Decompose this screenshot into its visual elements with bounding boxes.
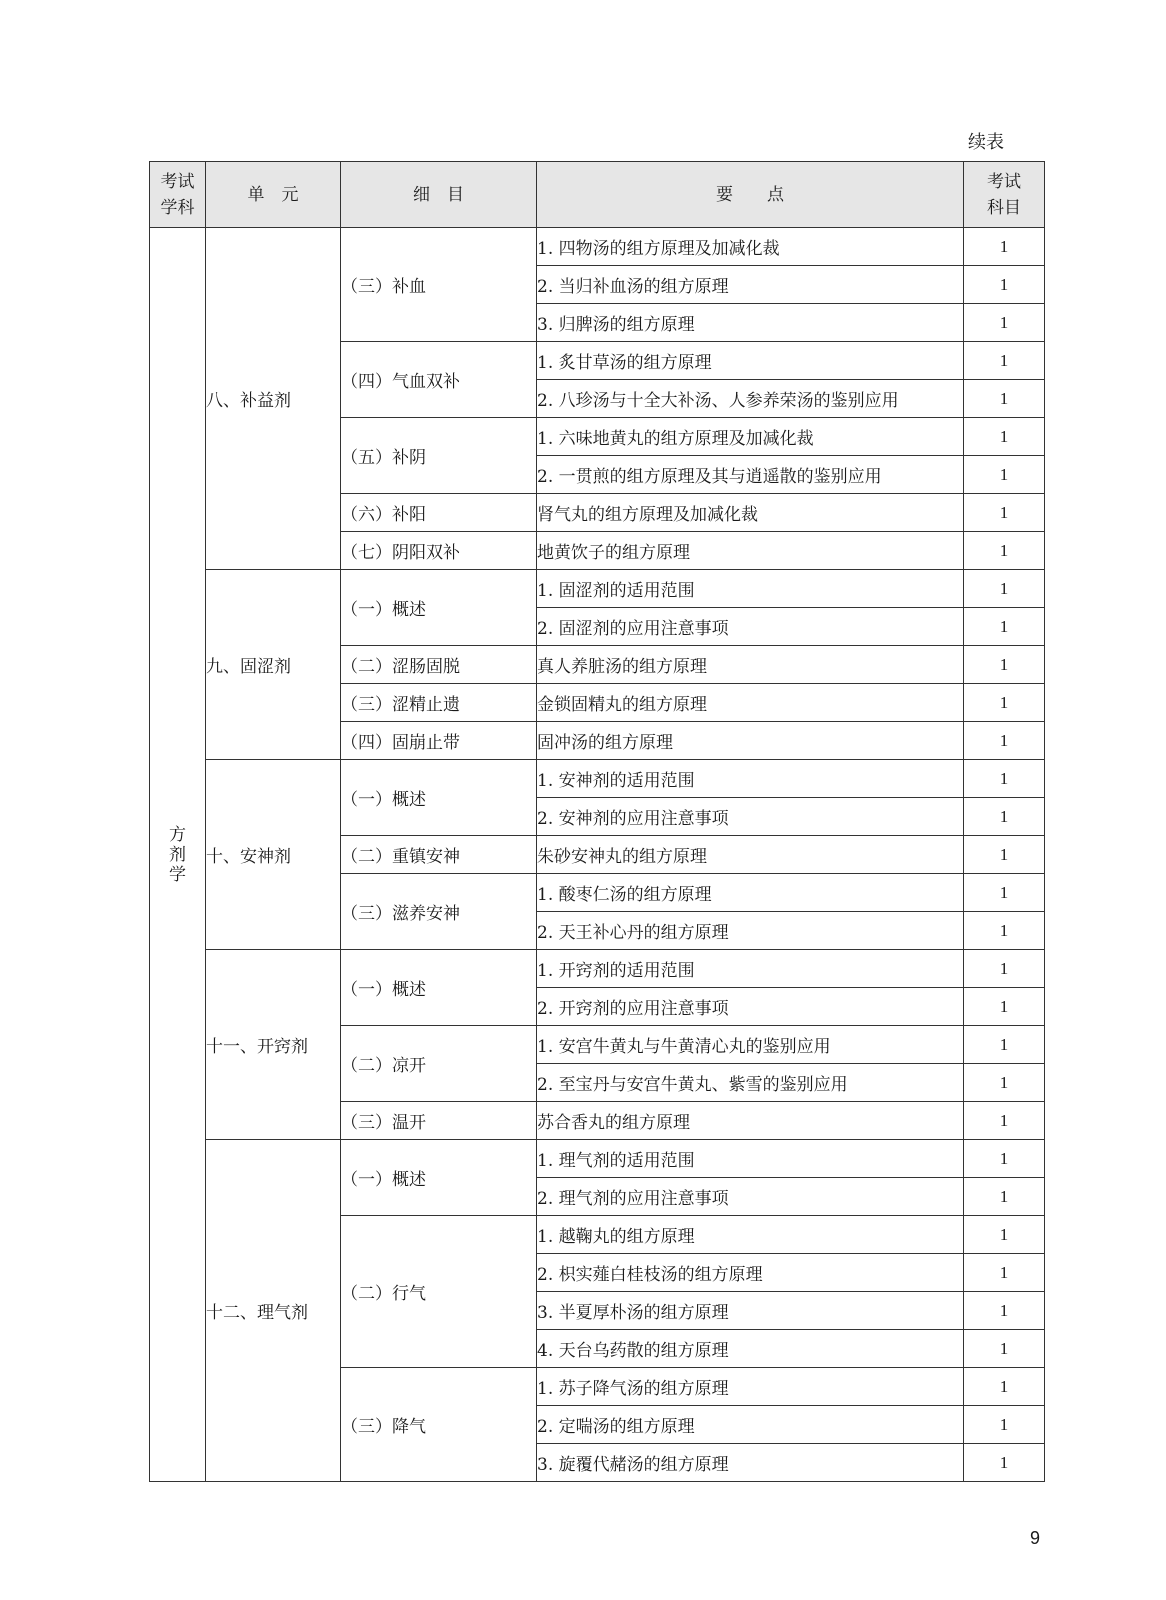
point-cell: 金锁固精丸的组方原理: [537, 684, 964, 722]
header-point: 要 点: [537, 162, 964, 228]
exam-cell: 1: [964, 836, 1045, 874]
exam-cell: 1: [964, 722, 1045, 760]
exam-cell: 1: [964, 988, 1045, 1026]
exam-cell: 1: [964, 228, 1045, 266]
exam-cell: 1: [964, 608, 1045, 646]
point-cell: 2. 八珍汤与十全大补汤、人参养荣汤的鉴别应用: [537, 380, 964, 418]
point-cell: 2. 天王补心丹的组方原理: [537, 912, 964, 950]
exam-cell: 1: [964, 456, 1045, 494]
point-cell: 1. 越鞠丸的组方原理: [537, 1216, 964, 1254]
detail-cell: （二）涩肠固脱: [341, 646, 537, 684]
table-row: [150, 228, 1045, 266]
exam-cell: 1: [964, 1330, 1045, 1368]
point-cell: 2. 固涩剂的应用注意事项: [537, 608, 964, 646]
detail-cell: （三）滋养安神: [341, 874, 537, 950]
point-cell: 1. 固涩剂的适用范围: [537, 570, 964, 608]
exam-cell: 1: [964, 646, 1045, 684]
header-subject: 考试 学科: [150, 162, 206, 228]
point-cell: 2. 安神剂的应用注意事项: [537, 798, 964, 836]
point-cell: 2. 一贯煎的组方原理及其与逍遥散的鉴别应用: [537, 456, 964, 494]
point-cell: 4. 天台乌药散的组方原理: [537, 1330, 964, 1368]
point-cell: 3. 半夏厚朴汤的组方原理: [537, 1292, 964, 1330]
point-cell: 2. 开窍剂的应用注意事项: [537, 988, 964, 1026]
detail-cell: （三）补血: [341, 228, 537, 342]
point-cell: 苏合香丸的组方原理: [537, 1102, 964, 1140]
exam-cell: 1: [964, 1216, 1045, 1254]
table-row: [150, 570, 1045, 608]
point-cell: 2. 枳实薤白桂枝汤的组方原理: [537, 1254, 964, 1292]
exam-cell: 1: [964, 494, 1045, 532]
detail-cell: （一）概述: [341, 760, 537, 836]
header-exam: 考试 科目: [964, 162, 1045, 228]
table-row: [150, 760, 1045, 798]
point-cell: 1. 四物汤的组方原理及加减化裁: [537, 228, 964, 266]
detail-cell: （一）概述: [341, 950, 537, 1026]
continued-label: 续表: [968, 132, 1004, 153]
exam-cell: 1: [964, 1178, 1045, 1216]
exam-outline-table: [149, 161, 1045, 1482]
unit-cell: 八、补益剂: [206, 228, 341, 570]
table-header-row: [150, 162, 1045, 228]
detail-cell: （二）行气: [341, 1216, 537, 1368]
unit-cell: 十二、理气剂: [206, 1140, 341, 1482]
point-cell: 2. 至宝丹与安宫牛黄丸、紫雪的鉴别应用: [537, 1064, 964, 1102]
point-cell: 3. 旋覆代赭汤的组方原理: [537, 1444, 964, 1482]
exam-cell: 1: [964, 798, 1045, 836]
exam-cell: 1: [964, 874, 1045, 912]
subject-char: 方: [169, 824, 186, 845]
detail-cell: （六）补阳: [341, 494, 537, 532]
exam-cell: 1: [964, 532, 1045, 570]
exam-cell: 1: [964, 1444, 1045, 1482]
unit-cell: 十、安神剂: [206, 760, 341, 950]
table-row: [150, 950, 1045, 988]
exam-cell: 1: [964, 1406, 1045, 1444]
detail-cell: （四）气血双补: [341, 342, 537, 418]
unit-cell: 十一、开窍剂: [206, 950, 341, 1140]
point-cell: 1. 开窍剂的适用范围: [537, 950, 964, 988]
point-cell: 1. 酸枣仁汤的组方原理: [537, 874, 964, 912]
subject-char: 学: [169, 864, 186, 885]
point-cell: 1. 苏子降气汤的组方原理: [537, 1368, 964, 1406]
exam-cell: 1: [964, 304, 1045, 342]
exam-cell: 1: [964, 380, 1045, 418]
exam-cell: 1: [964, 342, 1045, 380]
point-cell: 1. 安宫牛黄丸与牛黄清心丸的鉴别应用: [537, 1026, 964, 1064]
unit-cell: 九、固涩剂: [206, 570, 341, 760]
exam-cell: 1: [964, 1064, 1045, 1102]
exam-cell: 1: [964, 1368, 1045, 1406]
exam-cell: 1: [964, 760, 1045, 798]
exam-cell: 1: [964, 1102, 1045, 1140]
exam-cell: 1: [964, 912, 1045, 950]
exam-cell: 1: [964, 1140, 1045, 1178]
exam-cell: 1: [964, 1292, 1045, 1330]
exam-cell: 1: [964, 570, 1045, 608]
point-cell: 3. 归脾汤的组方原理: [537, 304, 964, 342]
point-cell: 2. 理气剂的应用注意事项: [537, 1178, 964, 1216]
subject-char: 剂: [169, 844, 186, 865]
point-cell: 1. 六味地黄丸的组方原理及加减化裁: [537, 418, 964, 456]
detail-cell: （一）概述: [341, 570, 537, 646]
point-cell: 地黄饮子的组方原理: [537, 532, 964, 570]
point-cell: 1. 理气剂的适用范围: [537, 1140, 964, 1178]
exam-cell: 1: [964, 418, 1045, 456]
header-detail: 细 目: [341, 162, 537, 228]
point-cell: 2. 当归补血汤的组方原理: [537, 266, 964, 304]
detail-cell: （三）涩精止遗: [341, 684, 537, 722]
detail-cell: （二）重镇安神: [341, 836, 537, 874]
table-row: [150, 1140, 1045, 1178]
detail-cell: （五）补阴: [341, 418, 537, 494]
exam-cell: 1: [964, 950, 1045, 988]
point-cell: 1. 安神剂的适用范围: [537, 760, 964, 798]
detail-cell: （四）固崩止带: [341, 722, 537, 760]
point-cell: 固冲汤的组方原理: [537, 722, 964, 760]
detail-cell: （七）阴阳双补: [341, 532, 537, 570]
point-cell: 肾气丸的组方原理及加减化裁: [537, 494, 964, 532]
detail-cell: （三）温开: [341, 1102, 537, 1140]
point-cell: 真人养脏汤的组方原理: [537, 646, 964, 684]
exam-cell: 1: [964, 266, 1045, 304]
subject-cell: [150, 228, 206, 1482]
exam-cell: 1: [964, 684, 1045, 722]
exam-cell: 1: [964, 1254, 1045, 1292]
detail-cell: （一）概述: [341, 1140, 537, 1216]
point-cell: 2. 定喘汤的组方原理: [537, 1406, 964, 1444]
exam-cell: 1: [964, 1026, 1045, 1064]
detail-cell: （三）降气: [341, 1368, 537, 1482]
point-cell: 朱砂安神丸的组方原理: [537, 836, 964, 874]
point-cell: 1. 炙甘草汤的组方原理: [537, 342, 964, 380]
detail-cell: （二）凉开: [341, 1026, 537, 1102]
page-number: 9: [1030, 1528, 1041, 1548]
header-unit: 单 元: [206, 162, 341, 228]
